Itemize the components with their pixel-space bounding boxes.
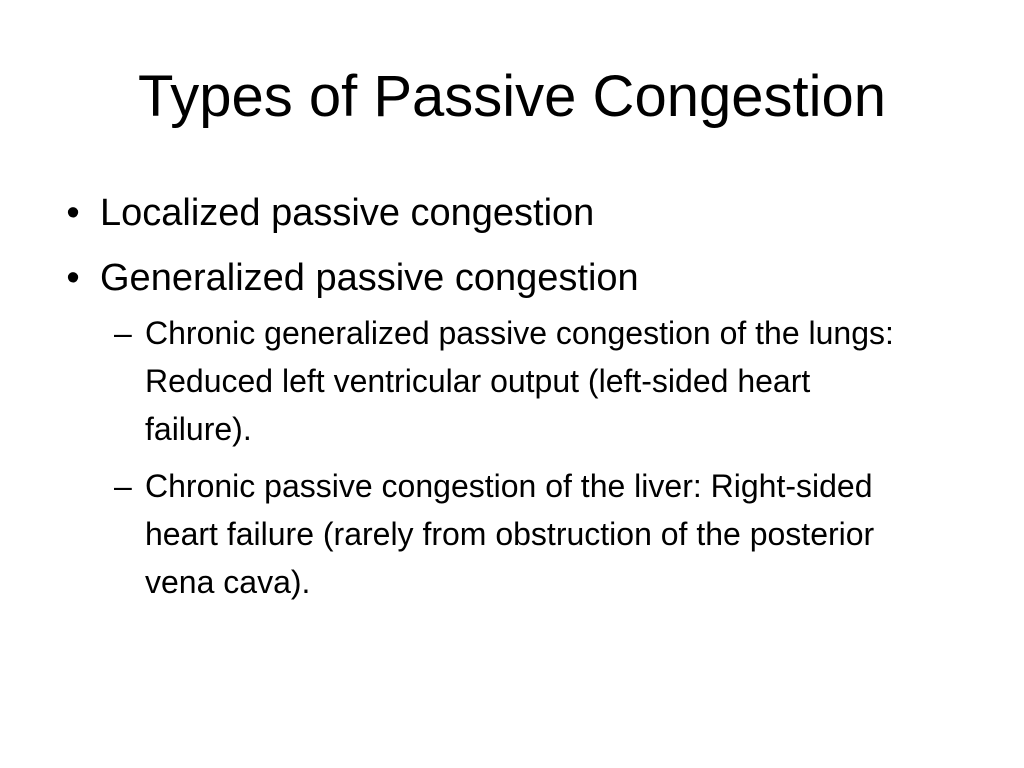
bullet-list xyxy=(58,190,978,625)
bullet-text: Generalized passive congestion xyxy=(100,257,639,299)
bullet-item xyxy=(58,190,978,236)
sub-bullet-marker: – xyxy=(114,315,132,351)
bullet-text: Localized passive congestion xyxy=(100,192,595,234)
sub-bullet-text: Chronic passive congestion of the liver: Right-sided heart failure (rarely from obstruction of the posterior vena cava). xyxy=(145,468,875,600)
sub-bullet-item xyxy=(100,462,925,606)
sub-bullet-item xyxy=(100,309,925,453)
bullet-marker: • xyxy=(66,257,80,299)
sub-bullet-text: Chronic generalized passive congestion of the lungs: Reduced left ventricular output (left-sided heart failure). xyxy=(145,315,894,447)
sub-bullet-marker: – xyxy=(114,468,132,504)
bullet-marker: • xyxy=(66,192,80,234)
sub-bullet-list xyxy=(100,309,978,606)
bullet-item xyxy=(58,255,978,606)
slide-title: Types of Passive Congestion xyxy=(138,64,886,129)
